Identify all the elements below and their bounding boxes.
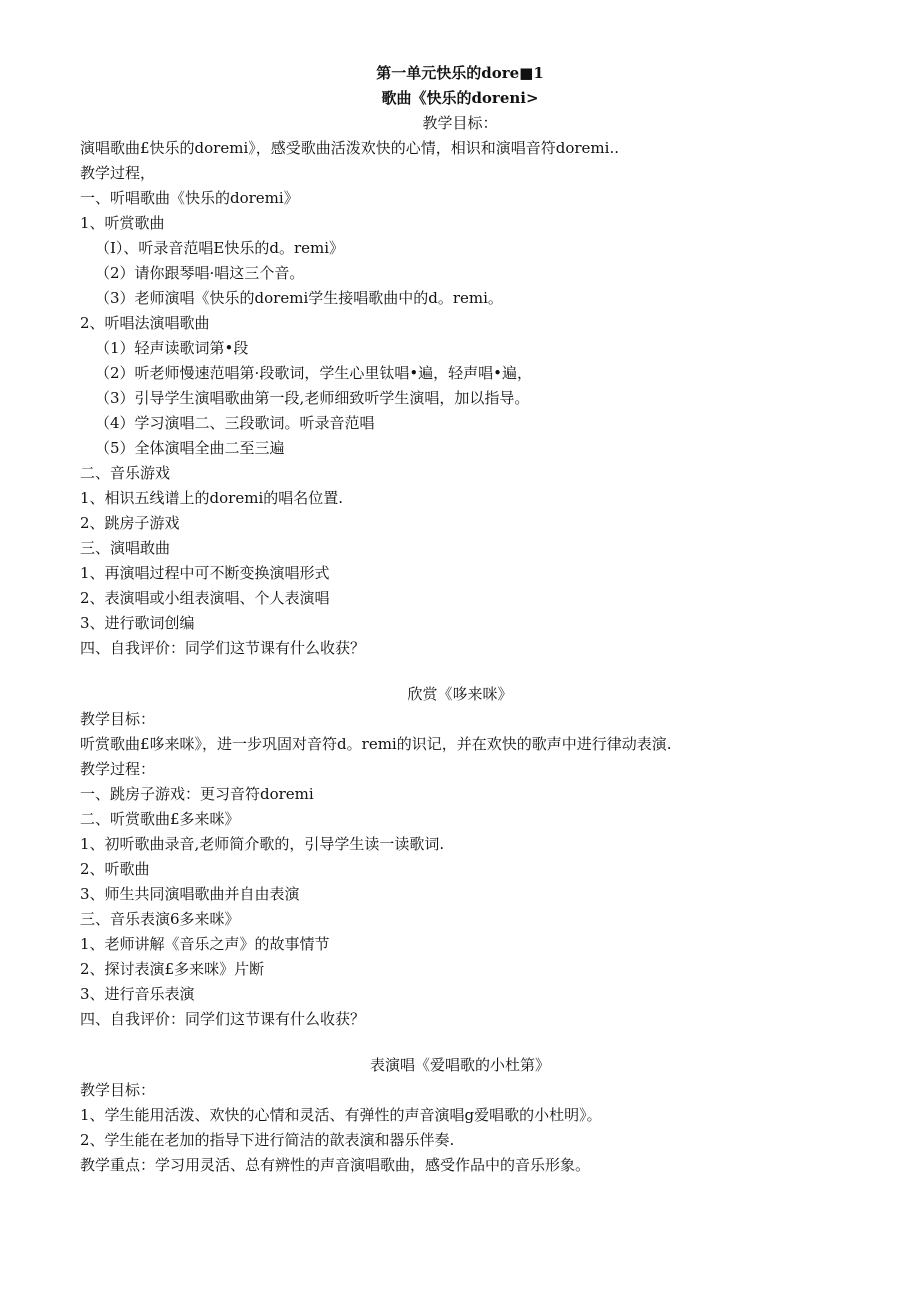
text-line: 1、听赏歌曲	[80, 214, 165, 232]
text-line: 二、音乐游戏	[80, 464, 171, 482]
text-line: 二、听赏歌曲£多来咪》	[80, 810, 240, 828]
text-line: 1、初听歌曲录音,老师简介歌的，引导学生读一读歌词.	[80, 835, 445, 853]
text-line: （3）老师演唱《快乐的doremi学生接唱歌曲中的d。remi。	[95, 289, 503, 307]
text-line: 四、自我评价：同学们这节课有什么收获？	[80, 1010, 366, 1028]
text-line: 3、师生共同演唱歌曲并自由表演	[80, 885, 300, 903]
text-line: 1、老师讲解《音乐之声》的故事情节	[80, 935, 330, 953]
text-line: 一、听唱歌曲《快乐的doremi》	[80, 189, 299, 207]
goal-heading: 教学目标：	[422, 114, 498, 132]
text-line: 2、表演唱或小组表演唱、个人表演唱	[80, 589, 330, 607]
text-line: 三、演唱敢曲	[80, 539, 171, 557]
text-line: （1）轻声读歌词第•段	[95, 339, 249, 357]
text-line: 四、自我评价：同学们这节课有什么收获？	[80, 639, 366, 657]
text-line: 2、探讨表演£多来咪》片断	[80, 960, 265, 978]
text-line: 2、学生能在老加的指导下进行简洁的歆表演和器乐伴奏.	[80, 1131, 455, 1149]
text-line: 3、进行歌词创编	[80, 614, 195, 632]
text-line: （5）全体演唱全曲二至三遍	[95, 439, 285, 457]
text-line: 教学过程，	[80, 164, 156, 182]
section-title: 表演唱《爱唱歌的小杜第》	[369, 1056, 550, 1074]
text-line: 教学重点：学习用灵活、总有辨性的声音演唱歌曲，感受作品中的音乐形象。	[80, 1156, 591, 1174]
text-line: 1、学生能用活泼、欢快的心情和灵活、有弹性的声音演唱g爱唱歌的小杜明》。	[80, 1106, 602, 1124]
text-line: 一、跳房子游戏：更习音符doremi	[80, 785, 314, 803]
text-line: 2、听歌曲	[80, 860, 150, 878]
text-line: 2、跳房子游戏	[80, 514, 180, 532]
unit-title: 第一单元快乐的dore■1	[376, 64, 544, 82]
text-line: （4）学习演唱二、三段歌词。听录音范唱	[95, 414, 375, 432]
text-line: 演唱歌曲£快乐的doremi》，感受歌曲活泼欢快的心情，相识和演唱音符doremi..	[80, 139, 619, 157]
text-line: 教学过程：	[80, 760, 156, 778]
text-line: （2）请你跟琴唱·唱这三个音。	[95, 264, 305, 282]
text-line: 教学目标：	[80, 1081, 156, 1099]
section-title: 欣赏《哆来咪》	[407, 685, 513, 703]
text-line: 三、音乐表演6多来咪》	[80, 910, 240, 928]
text-line: 1、相识五线谱上的doremi的唱名位置.	[80, 489, 344, 507]
text-line: 听赏歌曲£哆来咪》，进一步巩固对音符d。remi的识记，并在欢快的歌声中进行律动表演.	[80, 735, 672, 753]
text-line: （I）、听录音范唱E快乐的d。remi》	[95, 239, 345, 257]
song-title: 歌曲《快乐的doreni>	[381, 89, 539, 107]
text-line: （2）听老师慢速范唱第·段歌词，学生心里钛唱•遍，轻声唱•遍，	[95, 364, 533, 382]
text-line: 2、听唱法演唱歌曲	[80, 314, 210, 332]
text-line: 1、再演唱过程中可不断变换演唱形式	[80, 564, 330, 582]
text-line: 教学目标：	[80, 710, 156, 728]
text-line: （3）引导学生演唱歌曲第一段,老师细致听学生演唱，加以指导。	[95, 389, 530, 407]
text-line: 3、进行音乐表演	[80, 985, 195, 1003]
